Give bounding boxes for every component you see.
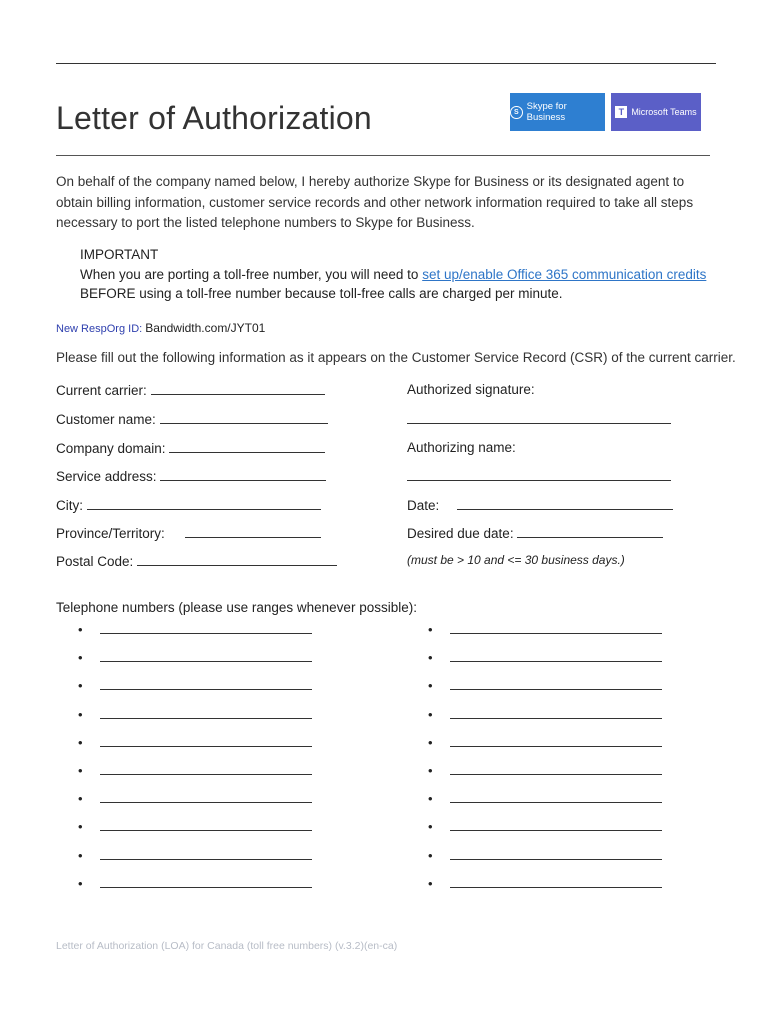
bullet-glyph: • <box>78 847 83 863</box>
current-carrier-input[interactable] <box>151 382 325 395</box>
due-date-field <box>407 525 663 541</box>
telephone-list-item <box>78 762 312 778</box>
important-text-after: using a toll-free number because toll-free calls are charged per minute. <box>135 286 563 301</box>
top-rule <box>56 63 716 64</box>
telephone-list-item <box>428 706 662 722</box>
authorizing-name-label: Authorizing name: <box>407 440 516 455</box>
important-heading: IMPORTANT <box>80 247 159 262</box>
teams-icon: T <box>615 106 627 118</box>
telephone-number-input[interactable] <box>100 847 312 860</box>
resporg-value: Bandwidth.com/JYT01 <box>145 321 266 335</box>
bullet-glyph: • <box>428 706 433 722</box>
service-address-field <box>56 468 326 484</box>
telephone-number-input[interactable] <box>450 875 662 888</box>
bullet-glyph: • <box>78 791 83 807</box>
telephone-number-input[interactable] <box>100 649 312 662</box>
date-label: Date: <box>407 498 440 513</box>
bullet-glyph: • <box>78 875 83 891</box>
telephone-list-item <box>78 621 312 637</box>
bullet-glyph: • <box>78 678 83 694</box>
before-word: BEFORE <box>80 286 136 301</box>
telephone-list-item <box>428 847 662 863</box>
company-domain-label: Company domain: <box>56 441 166 456</box>
important-body-2 <box>80 284 720 304</box>
authorized-signature-input[interactable] <box>407 411 671 424</box>
bullet-glyph: • <box>78 706 83 722</box>
telephone-list-item <box>428 621 662 637</box>
authorized-signature-label: Authorized signature: <box>407 382 535 397</box>
telephone-number-input[interactable] <box>100 706 312 719</box>
telephone-list-item <box>78 706 312 722</box>
skype-logo <box>510 93 605 131</box>
telephone-list-item <box>78 649 312 665</box>
telephone-list-item <box>428 790 662 806</box>
telephone-number-input[interactable] <box>450 734 662 747</box>
bullet-glyph: • <box>78 763 83 778</box>
province-field <box>56 525 321 541</box>
company-domain-field <box>56 440 325 456</box>
telephone-number-input[interactable] <box>100 818 312 831</box>
telephone-list-item <box>428 677 662 693</box>
current-carrier-field <box>56 382 325 398</box>
bullet-glyph: • <box>428 763 433 778</box>
resporg-label: New RespOrg ID: <box>56 323 143 335</box>
service-address-input[interactable] <box>160 468 326 481</box>
city-label: City: <box>56 498 83 513</box>
due-date-input[interactable] <box>517 525 663 538</box>
bullet-glyph: • <box>78 622 83 637</box>
bullet-glyph: • <box>428 819 433 835</box>
bullet-glyph: • <box>428 678 433 694</box>
important-body <box>80 265 720 285</box>
page-title: Letter of Authorization <box>56 100 372 136</box>
telephone-list-item <box>78 790 312 806</box>
bullet-glyph: • <box>428 847 433 863</box>
due-date-label: Desired due date: <box>407 526 514 541</box>
telephone-list-item <box>78 818 312 834</box>
bullet-glyph: • <box>78 734 83 750</box>
fill-instruction: Please fill out the following information as it appears on the Customer Service Record (CSR) of the current carrier. <box>56 350 736 365</box>
telephone-number-input[interactable] <box>450 621 662 634</box>
bullet-glyph: • <box>78 819 83 835</box>
title-divider <box>56 155 710 156</box>
date-input[interactable] <box>457 497 673 510</box>
telephone-list-item <box>428 734 662 750</box>
bullet-glyph: • <box>428 622 433 637</box>
date-field <box>407 497 673 513</box>
bullet-glyph: • <box>428 791 433 807</box>
postal-code-field <box>56 553 337 569</box>
telephone-list-item <box>428 875 662 891</box>
office365-credits-link[interactable]: set up/enable Office 365 communication credits <box>422 266 707 282</box>
authorizing-name-input[interactable] <box>407 468 671 481</box>
telephone-heading: Telephone numbers (please use ranges whenever possible): <box>56 600 417 615</box>
authorizing-name-field <box>407 468 671 484</box>
resporg-line <box>56 321 265 335</box>
telephone-number-input[interactable] <box>450 847 662 860</box>
postal-code-input[interactable] <box>137 553 337 566</box>
telephone-list-item <box>78 734 312 750</box>
telephone-list-item <box>78 875 312 891</box>
postal-code-label: Postal Code: <box>56 554 134 569</box>
teams-logo <box>611 93 701 131</box>
current-carrier-label: Current carrier: <box>56 383 147 398</box>
telephone-list-item <box>428 762 662 778</box>
province-input[interactable] <box>185 525 321 538</box>
important-text-before: When you are porting a toll-free number, you will need to <box>80 266 423 282</box>
customer-name-input[interactable] <box>160 411 328 424</box>
customer-name-field <box>56 411 328 427</box>
important-notice <box>80 245 720 304</box>
bullet-glyph: • <box>428 650 433 666</box>
skype-logo-text: Skype for Business <box>526 101 567 123</box>
province-label: Province/Territory: <box>56 526 165 541</box>
telephone-number-input[interactable] <box>450 790 662 803</box>
telephone-number-input[interactable] <box>100 621 312 634</box>
telephone-list-item <box>428 818 662 834</box>
telephone-number-input[interactable] <box>100 762 312 775</box>
city-input[interactable] <box>87 497 321 510</box>
due-date-note: (must be > 10 and <= 30 business days.) <box>407 553 625 567</box>
company-domain-input[interactable] <box>169 440 325 453</box>
service-address-label: Service address: <box>56 469 157 484</box>
city-field <box>56 497 321 513</box>
telephone-number-input[interactable] <box>450 818 662 831</box>
telephone-number-input[interactable] <box>450 706 662 719</box>
telephone-number-input[interactable] <box>450 762 662 775</box>
bullet-glyph: • <box>428 734 433 750</box>
customer-name-label: Customer name: <box>56 412 156 427</box>
footer-text: Letter of Authorization (LOA) for Canada (toll free numbers) (v.3.2)(en-ca) <box>56 940 398 952</box>
bullet-glyph: • <box>428 875 433 891</box>
authorized-signature-field <box>407 411 671 427</box>
telephone-list-item <box>78 847 312 863</box>
telephone-number-input[interactable] <box>100 790 312 803</box>
skype-icon: S <box>510 106 523 119</box>
telephone-number-input[interactable] <box>450 649 662 662</box>
telephone-number-input[interactable] <box>450 677 662 690</box>
teams-logo-text: Microsoft Teams <box>631 107 697 117</box>
telephone-number-input[interactable] <box>100 677 312 690</box>
telephone-list-item <box>428 649 662 665</box>
telephone-number-input[interactable] <box>100 734 312 747</box>
bullet-glyph: • <box>78 650 83 666</box>
telephone-number-input[interactable] <box>100 875 312 888</box>
intro-paragraph: On behalf of the company named below, I hereby authorize Skype for Business or its designated agent to obtain billing information, customer service records and other network information required to take all steps necessary to port the listed telephone numbers to Skype for Business. <box>56 174 694 230</box>
telephone-list-item <box>78 677 312 693</box>
